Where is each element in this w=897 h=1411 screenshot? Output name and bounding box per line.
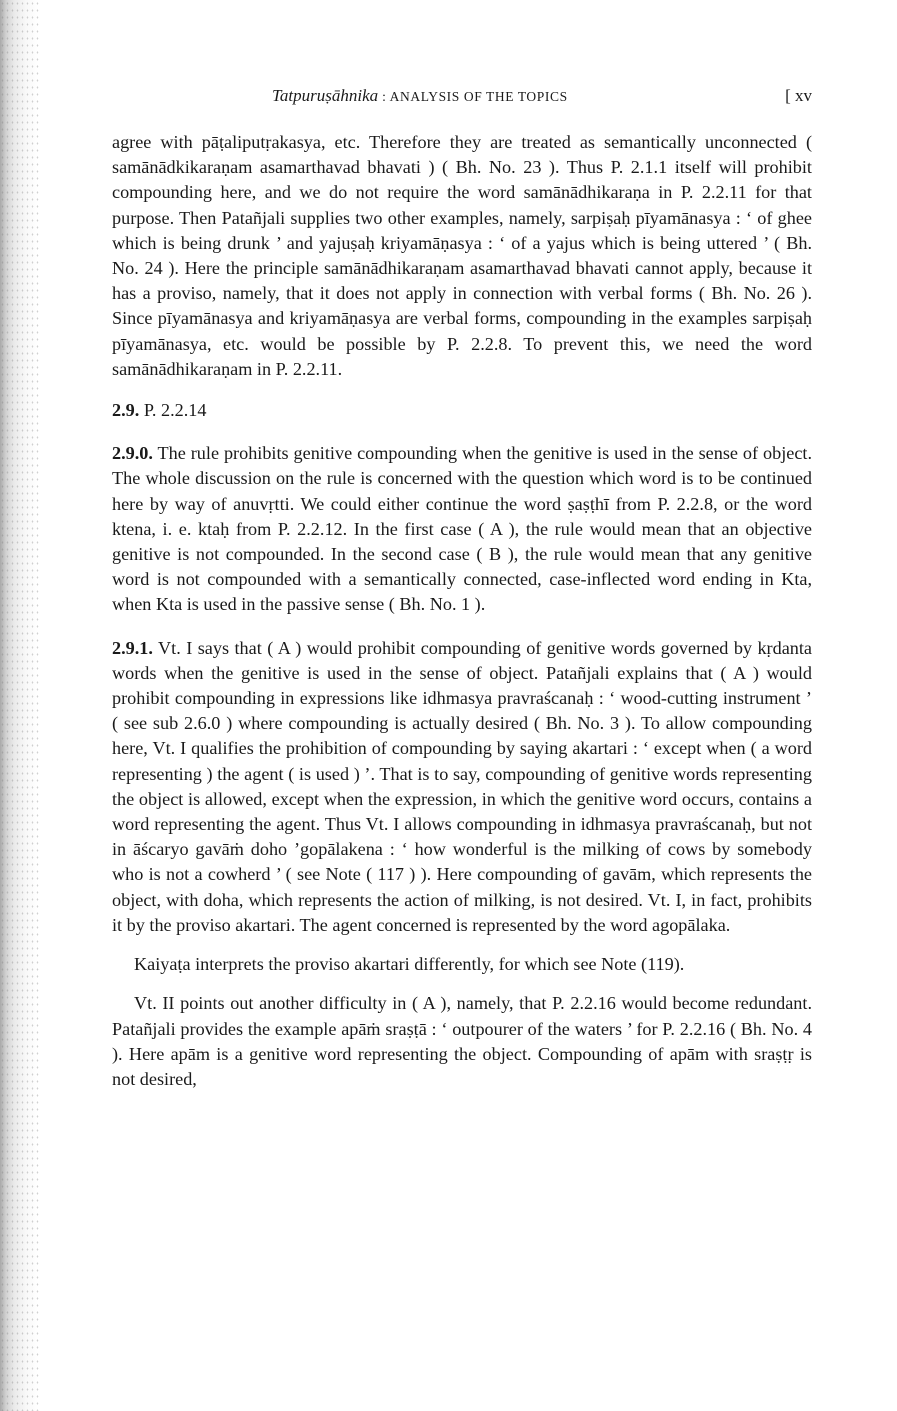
paragraph-text: The rule prohibits genitive compounding when the genitive is used in the sense of object. The whole discussion on the rule is concerned with the question which word is to be continued here by way of anuvṛtti. We could either continue the word ṣaṣṭhī from P. 2.2.8, or the word ktena, i. e. ktaḥ from P. 2.2.12. In the first case ( A ), the rule would mean that an objective genitive is not compounded. In the second case ( B ), the rule would mean that any genitive word is not compounded with a semantically connected, case-inflected word ending in Kta, when Kta is used in the passive sense ( Bh. No. 1 ). — [112, 443, 812, 615]
paragraph-2-9-0 — [112, 441, 812, 617]
section-title: P. 2.2.14 — [143, 400, 207, 421]
paragraph-continuation — [112, 130, 812, 382]
running-title — [272, 86, 568, 106]
section-number: 2.9.1. — [112, 637, 153, 658]
paragraph-2-9-1 — [112, 636, 812, 938]
section-number: 2.9. — [112, 400, 140, 421]
paragraph-text: Kaiyaṭa interprets the proviso akartari differently, for which see Note (119). — [134, 954, 685, 975]
paragraph-vt-ii — [112, 991, 812, 1092]
scan-noise — [0, 0, 40, 1411]
page-body — [112, 130, 812, 1092]
running-header — [112, 86, 812, 110]
paragraph-text: Vt. I says that ( A ) would prohibit compounding of genitive words governed by kṛdanta words when the genitive is used in the sense of object. Patañjali explains that ( A ) would prohibit compounding in expressions like idhmasya pravraścanaḥ : ‘ wood-cutting instrument ’ ( see sub 2.6.0 ) where compounding is actually desired ( Bh. No. 3 ). To allow compounding here, Vt. I qualifies the prohibition of compounding by saying akartari : ‘ except when ( a word representing ) the agent ( is used ) ’. That is to say, compounding of genitive words representing the object is allowed, except when the expression, in which the genitive word occurs, contains a word representing the agent. Thus Vt. I allows compounding in idhmasya pravraścanaḥ, but not in āścaryo gavāṁ doho ’gopālakena : ‘ how wonderful is the milking of cows by somebody who is not a cowherd ’ ( see Note ( 117 ) ). Here compounding of gavām, which represents the object, with doha, which represents the action of milking, is not desired. Vt. I, in fact, prohibits it by the proviso akartari. The agent concerned is represented by the word agopālaka. — [112, 637, 813, 935]
paragraph-text: Vt. II points out another difficulty in ( A ), namely, that P. 2.2.16 would become redundant. Patañjali provides the example apāṁ sraṣṭā : ‘ outpourer of the waters ’ for P. 2.2.16 ( Bh. No. 4 ). Here apām is a genitive word representing the object. Compounding of apām with sraṣṭṛ is not desired, — [112, 993, 812, 1089]
running-title-italic: Tatpuruṣāhnika — [272, 86, 379, 105]
page-number: [ xv — [785, 86, 812, 105]
section-heading-2-9 — [112, 398, 812, 423]
section-number: 2.9.0. — [112, 443, 153, 464]
running-title-rest: : ANALYSIS OF THE TOPICS — [378, 89, 568, 104]
paragraph-text: agree with pāṭaliputṛakasya, etc. Therefore they are treated as semantically unconnected ( samānādkikaraṇam asamarthavad bhavati ) ( Bh. No. 23 ). Thus P. 2.1.1 itself will prohibit compounding here, and we do not require the word samānādhikaraṇa in P. 2.2.11 for that purpose. Then Patañjali supplies two other examples, namely, sarpiṣaḥ pīyamānasya : ‘ of ghee which is being drunk ’ and yajuṣaḥ kriyamāṇasya : ‘ of a yajus which is being uttered ’ ( Bh. No. 24 ). Here the principle samānādhikaraṇam asamarthavad bhavati cannot apply, because it has a proviso, namely, that it does not apply in connection with verbal forms ( Bh. No. 26 ). Since pīyamānasya and kriyamāṇasya are verbal forms, compounding in the examples sarpiṣaḥ pīyamānasya, etc. would be possible by P. 2.2.8. To prevent this, we need the word samānādhikaraṇam in P. 2.2.11. — [112, 132, 812, 379]
paragraph-kaiyata — [112, 952, 812, 977]
